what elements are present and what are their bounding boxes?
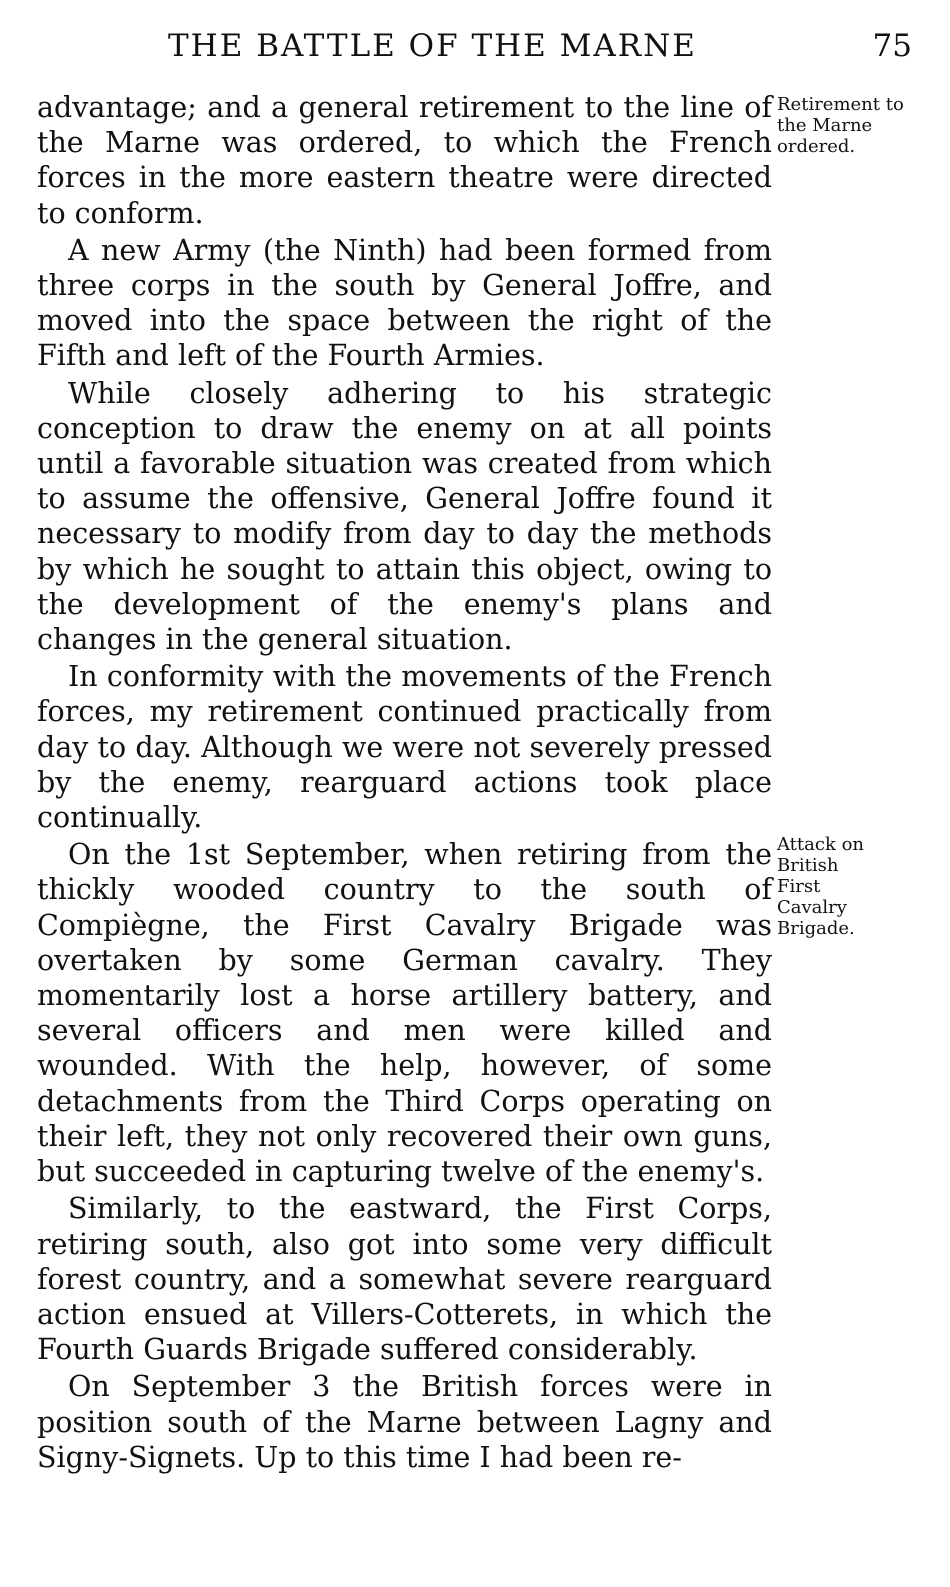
marginal-note-attack: Attack on British First Cavalry Brigade. — [777, 834, 865, 939]
paragraph: In conformity with the movements of the French forces, my retirement continued practically from day to day. Although we were not severely pressed by the enemy, rearguard actions took place continually. — [37, 660, 772, 835]
paragraph: advantage; and a general retirement to the line of the Marne was ordered, to which the French forces in the more eastern theatre were directed to conform. — [37, 91, 772, 230]
paragraph: Similarly, to the eastward, the First Corps, retiring south, also got into some very difficult forest country, and a somewhat severe rearguard action ensued at Villers-Cotterets, in which the Fourth Guards Brigade suffered considerably. — [37, 1192, 772, 1367]
page-number: 75 — [872, 28, 912, 64]
paragraph: On the 1st September, when retiring from the thickly wooded country to the south of Compiègne, the First Cavalry Brigade was overtaken by some German cavalry. They momentarily lost a horse artillery battery, and several officers and men were killed and wounded. With the help, however, of some detachments from the Third Corps operating on their left, they not only recovered their own guns, but succeeded in capturing twelve of the enemy's. — [37, 838, 772, 1189]
paragraph: A new Army (the Ninth) had been formed from three corps in the south by General Joffre, and moved into the space between the right of the Fifth and left of the Fourth Armies. — [37, 233, 772, 373]
running-header — [0, 24, 950, 68]
paragraph: While closely adhering to his strategic conception to draw the enemy on at all points until a favorable situation was created from which to assume the offensive, General Joffre found it necessary to modify from day to day the methods by which he sought to attain this object, owing to the development of the enemy's plans and changes in the general situation. — [37, 376, 772, 657]
running-title: THE BATTLE OF THE MARNE — [168, 28, 697, 64]
paragraph: On September 3 the British forces were in position south of the Marne between Lagny and Signy-Signets. Up to this time I had been re- — [37, 1370, 772, 1474]
body-text — [37, 90, 772, 1475]
marginal-note-retirement: Retirement to the Marne ordered. — [777, 94, 904, 157]
